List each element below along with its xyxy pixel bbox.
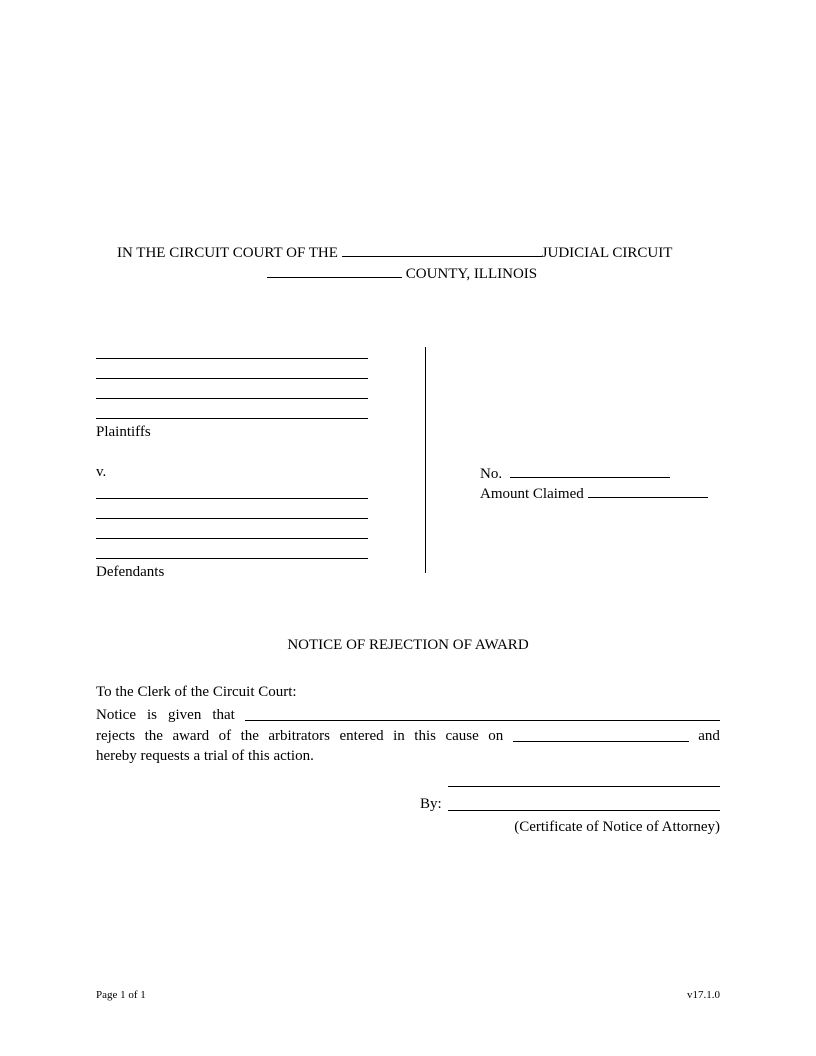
word: cause — [445, 728, 479, 744]
word: in — [393, 728, 405, 744]
notice-line-1 — [96, 706, 720, 724]
amount-claimed-blank[interactable] — [588, 483, 708, 498]
word: the — [144, 728, 163, 744]
word: entered — [339, 728, 384, 744]
amount-claimed-label: Amount Claimed — [480, 486, 584, 502]
amount-claimed-row — [480, 483, 708, 503]
word: award — [172, 728, 210, 744]
county-suffix: COUNTY, ILLINOIS — [405, 266, 538, 282]
circuit-suffix: JUDICIAL CIRCUIT — [541, 245, 673, 261]
page-number: Page 1 of 1 — [96, 989, 146, 1001]
signature-name-line[interactable] — [448, 786, 720, 787]
word: is — [146, 707, 157, 723]
word: given — [168, 707, 202, 723]
word: rejects — [96, 728, 136, 744]
court-prefix: IN THE CIRCUIT COURT OF THE — [117, 245, 338, 261]
word: on — [488, 728, 504, 744]
versus-label: v. — [96, 464, 107, 480]
defendant-line-1[interactable] — [96, 498, 368, 499]
word: of — [218, 728, 232, 744]
defendant-line-3[interactable] — [96, 538, 368, 539]
defendant-line-4[interactable] — [96, 558, 368, 559]
caption-divider — [425, 347, 426, 573]
by-label: By: — [420, 796, 442, 812]
document-title: NOTICE OF REJECTION OF AWARD — [287, 637, 529, 653]
word: that — [212, 707, 235, 723]
salutation: To the Clerk of the Circuit Court: — [96, 684, 297, 700]
plaintiff-line-4[interactable] — [96, 418, 368, 419]
case-number-row — [480, 463, 670, 483]
defendant-line-2[interactable] — [96, 518, 368, 519]
county-blank[interactable] — [267, 263, 402, 278]
case-number-label: No. — [480, 466, 503, 482]
word: Notice — [96, 707, 136, 723]
version-label: v17.1.0 — [687, 989, 720, 1001]
case-number-blank[interactable] — [510, 463, 670, 478]
word: and — [698, 728, 720, 744]
plaintiff-line-1[interactable] — [96, 358, 368, 359]
plaintiffs-label: Plaintiffs — [96, 424, 151, 440]
plaintiff-line-3[interactable] — [96, 398, 368, 399]
word: arbitrators — [268, 728, 331, 744]
circuit-blank[interactable] — [342, 242, 542, 257]
court-header-line-2 — [267, 263, 537, 283]
defendants-label: Defendants — [96, 564, 165, 580]
notice-line-2 — [96, 727, 720, 745]
party-name-blank[interactable] — [245, 706, 720, 721]
plaintiff-line-2[interactable] — [96, 378, 368, 379]
certificate-label: (Certificate of Notice of Attorney) — [514, 819, 720, 835]
court-header-line-1 — [117, 242, 672, 262]
word: this — [414, 728, 436, 744]
notice-line-3: hereby requests a trial of this action. — [96, 748, 314, 764]
signature-by-line[interactable] — [448, 810, 720, 811]
award-date-blank[interactable] — [513, 727, 689, 742]
word: the — [240, 728, 259, 744]
